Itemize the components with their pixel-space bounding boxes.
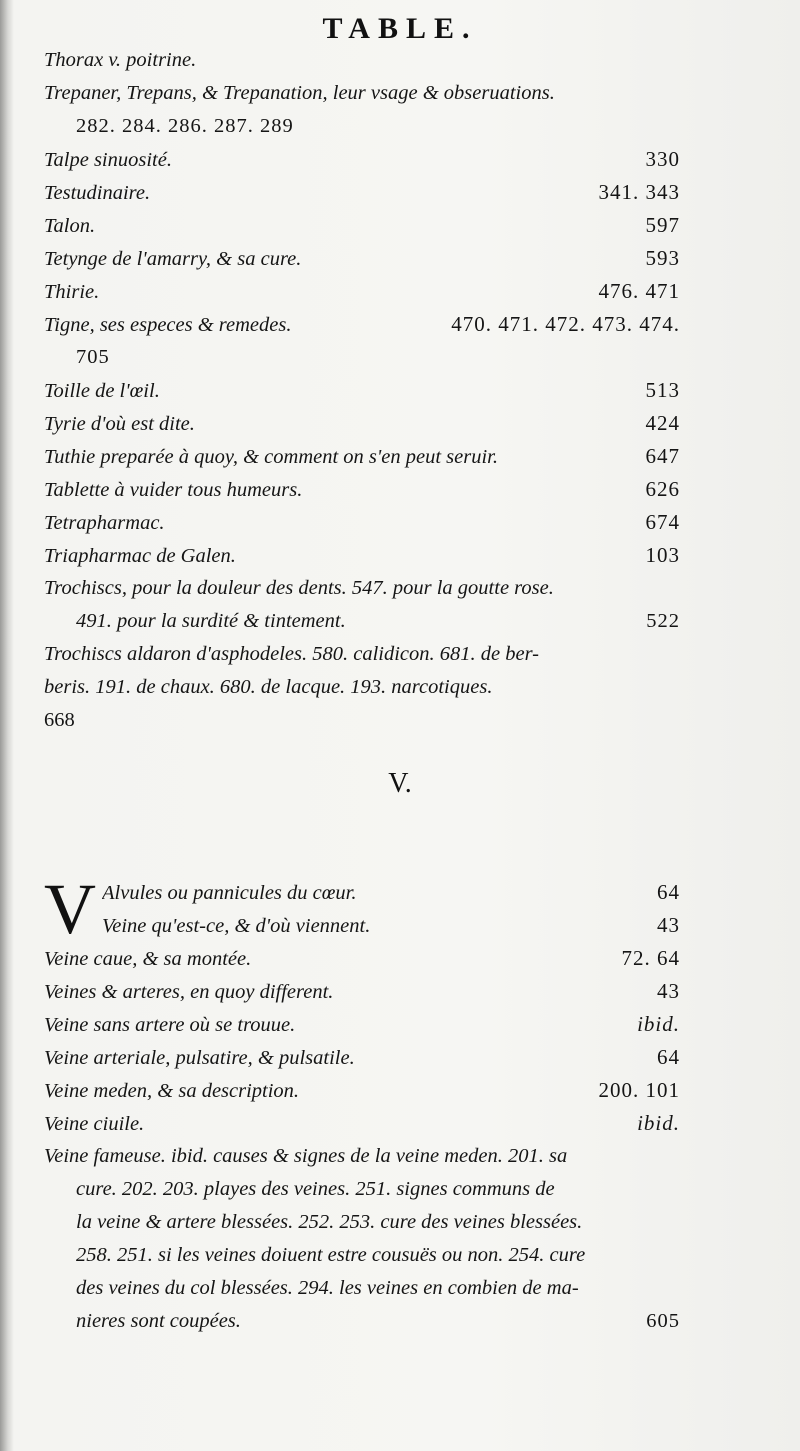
index-entry	[44, 1074, 680, 1107]
entry-label: Trepaner, Trepans, & Trepanation, leur vsage & obseruations.	[44, 82, 555, 104]
entry-pages: 330	[645, 147, 680, 171]
index-section-v	[44, 869, 680, 1338]
entry-pages: 593	[645, 246, 680, 270]
index-entry	[44, 942, 680, 975]
entry-pages: 513	[645, 378, 680, 402]
entry-label: Thorax v. poitrine.	[44, 49, 197, 71]
index-entry	[44, 1041, 680, 1074]
drop-cap: V	[44, 869, 96, 949]
entry-label: Testudinaire.	[44, 182, 151, 204]
index-entry	[44, 539, 680, 572]
page-title: TABLE.	[322, 12, 478, 45]
entry-line: nieres sont coupées.	[76, 1310, 241, 1332]
entry-line: 668	[44, 709, 75, 731]
entry-line: la veine & artere blessées. 252. 253. cure des veines blessées.	[76, 1211, 583, 1233]
index-entry	[44, 209, 680, 242]
index-entry	[44, 374, 680, 407]
entry-pages: 470. 471. 472. 473. 474.	[451, 312, 680, 336]
entry-pages: 597	[645, 213, 680, 237]
index-entry	[44, 275, 680, 308]
index-entry	[44, 975, 680, 1008]
entry-pages: 605	[646, 1310, 680, 1332]
entry-pages: 522	[646, 610, 680, 632]
entry-label: Veine caue, & sa montée.	[44, 948, 252, 970]
entry-label: Veine arteriale, pulsatire, & pulsatile.	[44, 1047, 355, 1069]
entry-line: beris. 191. de chaux. 680. de lacque. 193. narcotiques.	[44, 676, 493, 698]
entry-line: 258. 251. si les veines doiuent estre cousuës ou non. 254. cure	[76, 1244, 586, 1266]
index-entry	[44, 407, 680, 440]
entry-pages: 64	[657, 880, 680, 904]
entry-line: des veines du col blessées. 294. les veines en combien de ma-	[76, 1277, 579, 1299]
entry-pages: 43	[657, 913, 680, 937]
entry-pages: 64	[657, 1045, 680, 1069]
entry-label: Tyrie d'où est dite.	[44, 413, 195, 435]
entry-pages: 674	[645, 510, 680, 534]
entry-pages: 424	[645, 411, 680, 435]
entry-label: Toille de l'œil.	[44, 380, 160, 402]
page-gutter	[0, 0, 14, 1451]
index-entry-trochiscs	[44, 572, 680, 638]
entry-pages: 72. 64	[621, 946, 680, 970]
entry-pages-continued: 705	[76, 346, 110, 368]
entry-label: Talon.	[44, 215, 96, 237]
entry-pages: ibid.	[637, 1012, 680, 1036]
entry-pages: 103	[645, 543, 680, 567]
entry-label: Tablette à vuider tous humeurs.	[44, 479, 303, 501]
entry-label: Talpe sinuosité.	[44, 149, 172, 171]
entry-line: Trochiscs aldaron d'asphodeles. 580. calidicon. 681. de ber-	[44, 643, 539, 665]
index-entry-veine-fameuse	[44, 1140, 680, 1338]
index-entry	[44, 143, 680, 176]
index-entry	[44, 308, 680, 374]
entry-pages: 647	[645, 444, 680, 468]
entry-label: Tetrapharmac.	[44, 512, 165, 534]
entry-label: Veines & arteres, en quoy different.	[44, 981, 334, 1003]
entry-pages: 626	[645, 477, 680, 501]
index-entry	[44, 77, 680, 143]
entry-line: cure. 202. 203. playes des veines. 251. signes communs de	[76, 1178, 555, 1200]
entry-label: Tetynge de l'amarry, & sa cure.	[44, 248, 302, 270]
entry-pages: ibid.	[637, 1111, 680, 1135]
index-entry	[44, 1107, 680, 1140]
entry-pages: 43	[657, 979, 680, 1003]
index-section-t	[44, 44, 680, 737]
entry-label: Veine qu'est-ce, & d'où viennent.	[102, 915, 371, 937]
entry-label: Veine ciuile.	[44, 1113, 145, 1135]
entry-label: Veine sans artere où se trouue.	[44, 1014, 296, 1036]
index-entry-dropcap	[44, 869, 680, 949]
entry-label: Thirie.	[44, 281, 100, 303]
index-entry	[44, 506, 680, 539]
entry-label: Alvules ou pannicules du cœur.	[102, 882, 357, 904]
index-entry	[44, 440, 680, 473]
entry-line: 491. pour la surdité & tintement.	[76, 610, 346, 632]
entry-line: Trochiscs, pour la douleur des dents. 547. pour la goutte rose.	[44, 577, 554, 599]
entry-pages-continued: 282. 284. 286. 287. 289	[76, 115, 294, 137]
entry-label: Triapharmac de Galen.	[44, 545, 236, 567]
index-entry	[44, 242, 680, 275]
entry-pages: 200. 101	[598, 1078, 680, 1102]
index-entry	[44, 176, 680, 209]
entry-pages: 476. 471	[598, 279, 680, 303]
entry-label: Tigne, ses especes & remedes.	[44, 314, 292, 336]
index-entry	[44, 1008, 680, 1041]
index-entry	[44, 473, 680, 506]
entry-line: Veine fameuse. ibid. causes & signes de la veine meden. 201. sa	[44, 1145, 568, 1167]
entry-label: Veine meden, & sa description.	[44, 1080, 300, 1102]
entry-label: Tuthie preparée à quoy, & comment on s'en peut seruir.	[44, 446, 499, 468]
index-entry	[44, 44, 680, 77]
section-heading: V.	[388, 768, 412, 799]
index-entry-trochiscs-aldaron	[44, 638, 680, 737]
entry-pages: 341. 343	[598, 180, 680, 204]
